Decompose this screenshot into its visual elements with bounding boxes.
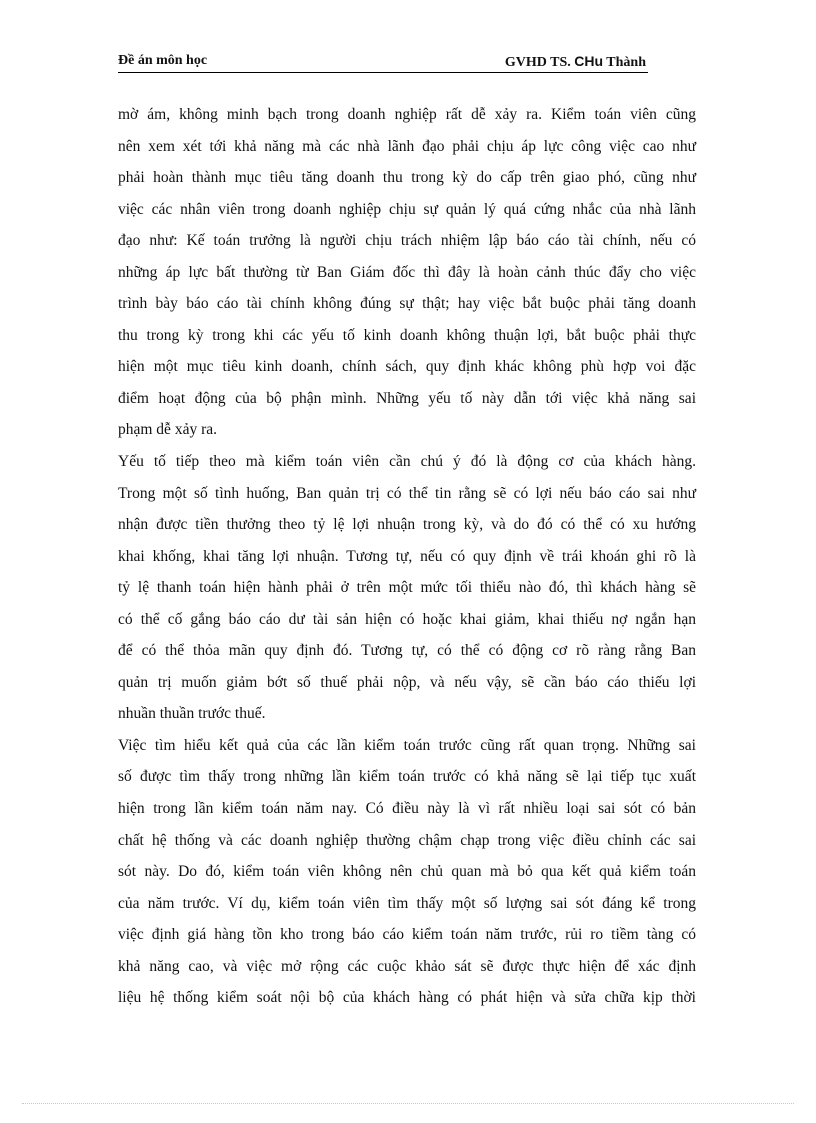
paragraph-line: việc các nhân viên trong doanh nghiệp chịu sự quản lý quá cứng nhắc của nhà lãnh — [118, 200, 696, 218]
paragraph-line: việc định giá hàng tồn kho trong báo cáo kiểm toán năm trước, rủi ro tiềm tàng có — [118, 926, 696, 944]
paragraph-line: để có thể thỏa mãn quy định đó. Tương tự, có thể có động cơ rõ ràng rằng Ban — [118, 642, 696, 660]
paragraph-line: thu trong kỳ trong khi các yếu tố kinh doanh không thuận lợi, bắt buộc phải thực — [118, 326, 696, 344]
paragraph-line: của năm trước. Ví dụ, kiểm toán viên tìm thấy một số lượng sai sót đáng kể trong — [118, 894, 696, 912]
header-instructor-prefix: GVHD TS. — [504, 55, 575, 70]
paragraph — [118, 730, 696, 1014]
paragraph-line: phải hoàn thành mục tiêu tăng doanh thu trong kỳ do cấp trên giao phó, cũng như — [118, 169, 696, 187]
paragraph-line: điểm hoạt động của bộ phận mình. Những yếu tố này dẫn tới việc khả năng sai — [118, 389, 696, 407]
paragraph-line: liệu hệ thống kiểm soát nội bộ của khách hàng có phát hiện và sửa chữa kịp thời — [118, 989, 696, 1007]
paragraph-line: khai khống, khai tăng lợi nhuận. Tương tự, nếu có quy định về trái khoán ghi rõ là — [118, 547, 696, 565]
header-instructor-suffix: Thành — [603, 55, 646, 70]
paragraph-line: trình bày báo cáo tài chính không đúng sự thật; hay việc bắt buộc phải tăng doanh — [118, 295, 696, 313]
paragraph-line: nên xem xét tới khả năng mà các nhà lãnh đạo phải chịu áp lực công việc cao như — [118, 137, 696, 155]
paragraph-line: chất hệ thống và các doanh nghiệp thường chậm chạp trong việc điều chỉnh các sai — [118, 831, 696, 849]
header-instructor — [505, 53, 646, 71]
paragraph-line: Trong một số tình huống, Ban quản trị có thể tin rằng sẽ có lợi nếu báo cáo sai như — [118, 484, 696, 502]
paragraph-line: Yếu tố tiếp theo mà kiểm toán viên cần chú ý đó là động cơ của khách hàng. — [118, 453, 696, 471]
paragraph-line: đạo như: Kế toán trưởng là người chịu trách nhiệm lập báo cáo tài chính, nếu có — [118, 232, 696, 250]
page-header — [118, 52, 648, 73]
paragraph-line: Việc tìm hiểu kết quả của các lần kiểm toán trước cũng rất quan trọng. Những sai — [118, 736, 696, 754]
paragraph-line: số được tìm thấy trong những lần kiểm toán trước có khả năng sẽ lại tiếp tục xuất — [118, 768, 696, 786]
paragraph-line: những áp lực bất thường từ Ban Giám đốc thì đây là hoàn cảnh thúc đẩy cho việc — [118, 263, 696, 281]
paragraph-line: khả năng cao, và việc mở rộng các cuộc khảo sát sẽ được thực hiện để xác định — [118, 957, 696, 975]
paragraph-line: quản trị muốn giảm bớt số thuế phải nộp, và nếu vậy, sẽ cần báo cáo thiếu lợi — [118, 673, 696, 691]
paragraph-line: nhận được tiền thưởng theo tỷ lệ lợi nhuận trong kỳ, và do đó có thể có xu hướng — [118, 516, 696, 534]
paragraph — [118, 99, 696, 446]
paragraph-line: hiện trong lần kiểm toán năm nay. Có điều này là vì rất nhiều loại sai sót có bản — [118, 800, 696, 818]
document-body — [118, 99, 696, 1014]
paragraph — [118, 446, 696, 730]
paragraph-line: mờ ám, không minh bạch trong doanh nghiệp rất dễ xảy ra. Kiểm toán viên cũng — [118, 106, 696, 123]
paragraph-line: nhuần thuần trước thuế. — [118, 705, 266, 723]
page-bottom-divider — [22, 1103, 794, 1104]
paragraph-line: tỷ lệ thanh toán hiện hành phải ở trên một mức tối thiểu nào đó, thì khách hàng sẽ — [118, 579, 696, 597]
paragraph-line: hiện một mục tiêu kinh doanh, chính sách, quy định khác không phù hợp voi đặc — [118, 358, 696, 376]
header-instructor-highlight: CHu — [574, 53, 604, 69]
paragraph-line: sót này. Do đó, kiểm toán viên không nên chủ quan mà bỏ qua kết quả kiểm toán — [118, 863, 696, 881]
paragraph-line: phạm dễ xảy ra. — [118, 421, 217, 439]
header-title: Đề án môn học — [118, 53, 208, 68]
paragraph-line: có thể cố gắng báo cáo dư tài sản hiện có hoặc khai giảm, khai thiếu nợ ngắn hạn — [118, 610, 696, 628]
